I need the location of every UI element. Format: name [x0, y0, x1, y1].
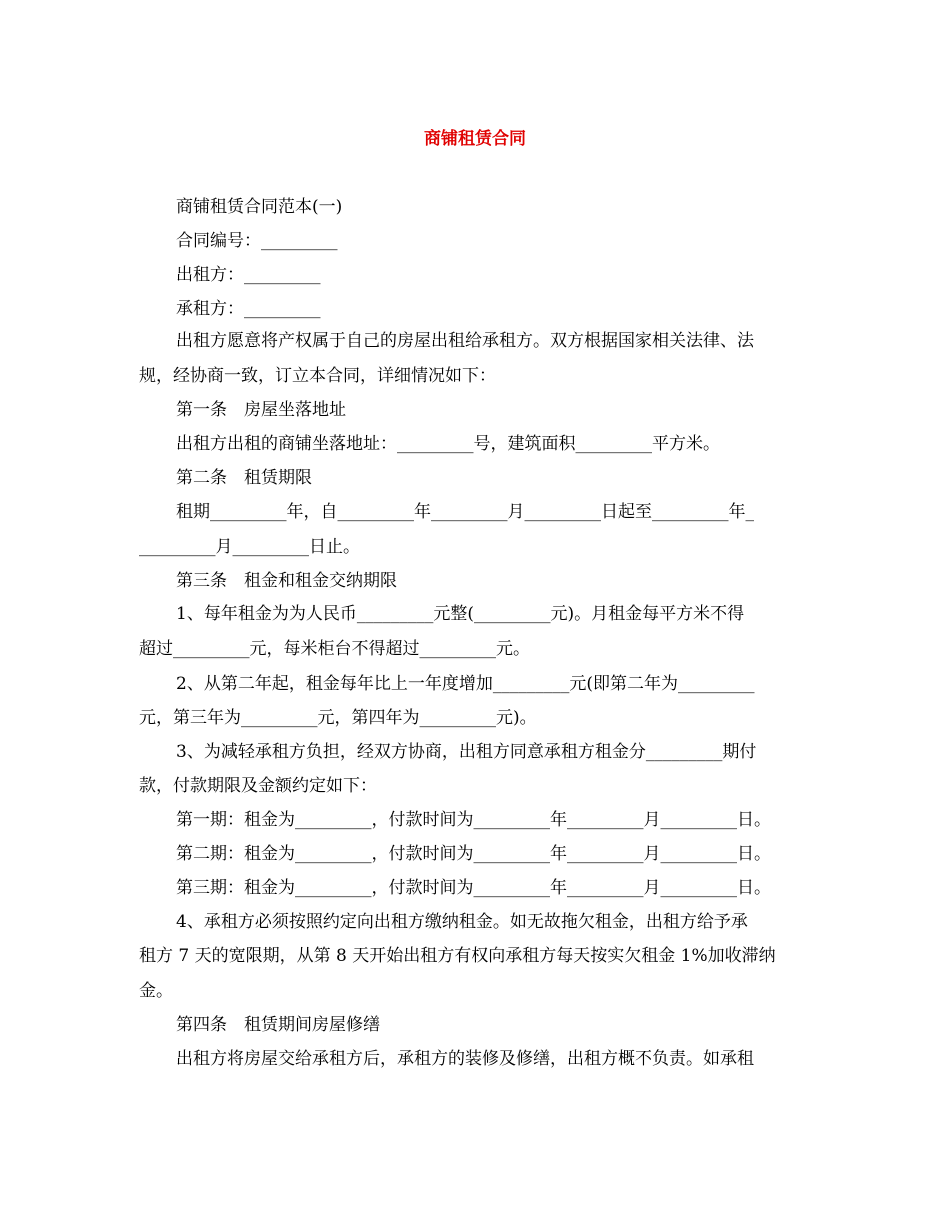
document-title: 商铺租赁合同	[424, 129, 526, 149]
paragraph-line: 规，经协商一致，订立本合同，详细情况如下：	[139, 366, 496, 386]
paragraph-line: 2、从第二年起，租金每年比上一年度增加_________元(即第二年为_________	[176, 674, 755, 694]
paragraph-line: 出租方将房屋交给承租方后，承租方的装修及修缮，出租方概不负责。如承租	[176, 1049, 754, 1069]
subtitle-line: 商铺租赁合同范本(一)	[176, 197, 343, 217]
paragraph-line: 出租方愿意将产权属于自己的房屋出租给承租方。双方根据国家相关法律、法	[176, 331, 754, 351]
article-heading: 第四条 租赁期间房屋修缮	[176, 1015, 380, 1035]
contract-number-line: 合同编号：_________	[176, 231, 338, 251]
paragraph-line: 租期_________年，自_________年_________月_________日起至_________年_	[176, 502, 754, 522]
lessor-line: 出租方：_________	[176, 265, 321, 285]
article-heading: 第一条 房屋坐落地址	[176, 400, 346, 420]
paragraph-line: _________月_________日止。	[139, 537, 360, 557]
paragraph-line: 1、每年租金为为人民币_________元整(_________元)。月租金每平方米不得	[176, 604, 745, 624]
installment-line: 第一期：租金为_________，付款时间为_________年_________月_________日。	[176, 810, 771, 830]
paragraph-line: 款，付款期限及金额约定如下：	[139, 776, 377, 796]
paragraph-line: 租方 7 天的宽限期，从第 8 天开始出租方有权向承租方每天按实欠租金 1%加收滞纳	[139, 946, 776, 966]
paragraph-line: 出租方出租的商铺坐落地址：_________号，建筑面积_________平方米。	[176, 434, 720, 454]
paragraph-line: 金。	[139, 981, 173, 1001]
paragraph-line: 3、为减轻承租方负担，经双方协商，出租方同意承租方租金分_________期付	[176, 742, 757, 762]
installment-line: 第三期：租金为_________，付款时间为_________年_________月_________日。	[176, 878, 771, 898]
lessee-line: 承租方：_________	[176, 299, 321, 319]
paragraph-line: 超过_________元，每米柜台不得超过_________元。	[139, 639, 530, 659]
installment-line: 第二期：租金为_________，付款时间为_________年_________月_________日。	[176, 844, 771, 864]
article-heading: 第三条 租金和租金交纳期限	[176, 571, 397, 591]
paragraph-line: 元，第三年为_________元，第四年为_________元)。	[139, 708, 537, 728]
paragraph-line: 4、承租方必须按照约定向出租方缴纳租金。如无故拖欠租金，出租方给予承	[176, 912, 748, 932]
article-heading: 第二条 租赁期限	[176, 468, 312, 488]
